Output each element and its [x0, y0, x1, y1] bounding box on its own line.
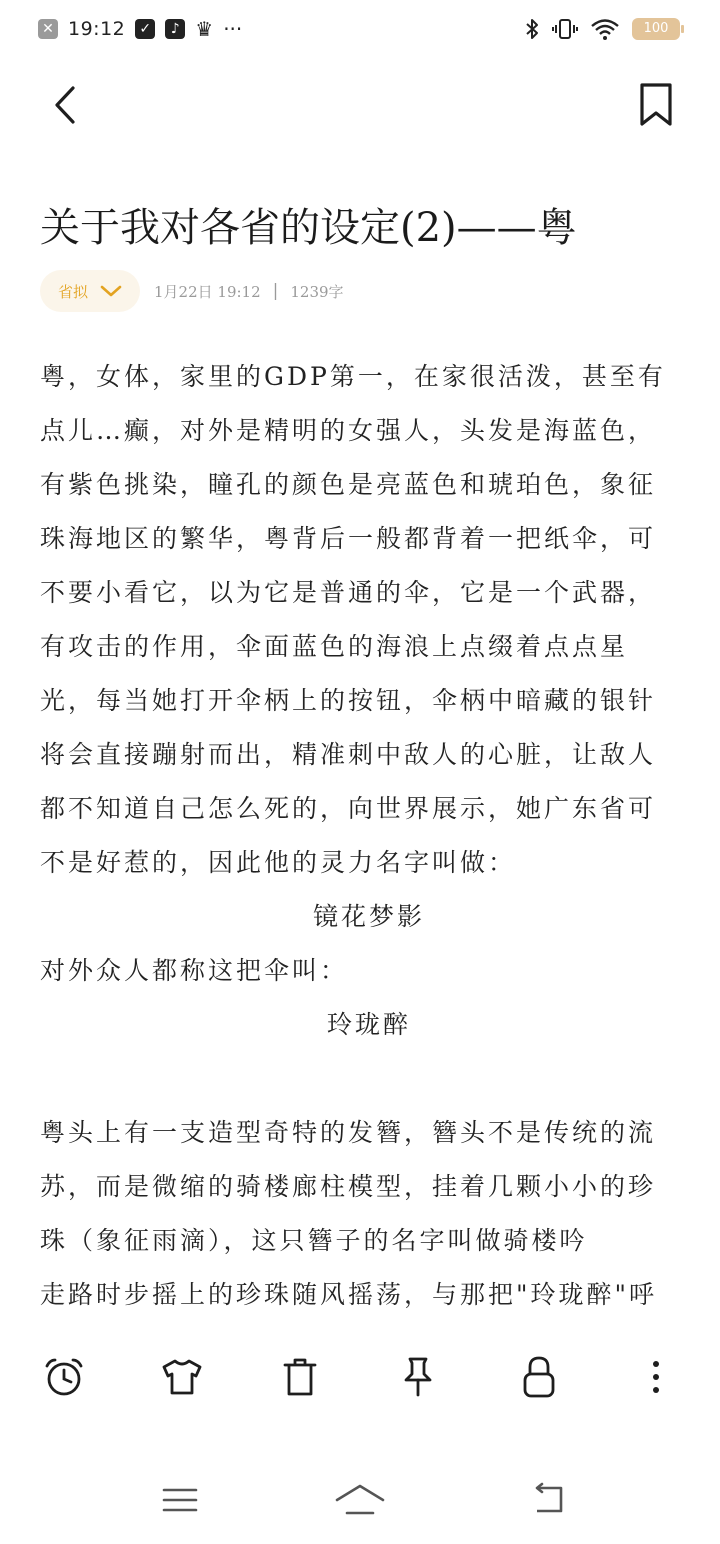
nav-home-button[interactable] — [333, 1480, 387, 1520]
note-title[interactable]: 关于我对各省的设定(2)——粤 — [40, 205, 577, 251]
word-count: 1239字 — [290, 282, 344, 301]
more-options-button[interactable] — [633, 1354, 679, 1400]
back-icon — [527, 1482, 571, 1518]
system-nav-bar — [0, 1440, 720, 1544]
crown-icon: ♛ — [195, 17, 214, 41]
more-vertical-icon — [646, 1355, 666, 1399]
vibrate-icon — [552, 17, 578, 41]
lock-button[interactable] — [516, 1354, 562, 1400]
delete-button[interactable] — [277, 1354, 323, 1400]
status-bar-left — [38, 14, 242, 44]
menu-icon — [160, 1484, 200, 1516]
spirit-power-name: 镜花梦影 — [312, 902, 425, 931]
pin-icon — [398, 1355, 438, 1399]
check-box-icon: ✓ — [135, 19, 155, 39]
alarm-clock-icon — [42, 1355, 86, 1399]
bookmark-button[interactable] — [628, 80, 684, 130]
battery-icon: 100 — [632, 18, 680, 40]
note-date: 1月22日 19:12 — [154, 282, 261, 301]
paragraph: 走路时步摇上的珍珠随风摇荡，与那把"玲珑醉"呼 — [40, 1280, 657, 1309]
nav-menu-button[interactable] — [153, 1480, 207, 1520]
blank-line — [40, 1052, 680, 1106]
bluetooth-icon — [524, 17, 540, 41]
note-meta — [40, 270, 344, 312]
category-label: 省拟 — [57, 282, 88, 301]
paragraph: 粤，女体，家里的GDP第一，在家很活泼，甚至有点儿…癫，对外是精明的女强人，头发是海蓝色，有紫色挑染，瞳孔的颜色是亮蓝色和琥珀色，象征珠海地区的繁华，粤背后一般都背着一把纸伞，可不要小看它，以为它是普通的伞，它是一个武器，有攻击的作用，伞面蓝色的海浪上点缀着点点星光，每当她打开伞柄上的按钮，伞柄中暗藏的银针将会直接蹦射而出，精准刺中敌人的心脏，让敌人都不知道自己怎么死的，向世界展示，她广东省可不是好惹的，因此他的灵力名字叫做： — [40, 362, 666, 877]
chevron-left-icon — [40, 80, 90, 130]
paragraph: 对外众人都称这把伞叫： — [40, 956, 349, 985]
bookmark-icon — [628, 80, 684, 130]
note-body[interactable] — [40, 350, 680, 1330]
t-shirt-icon — [159, 1355, 205, 1399]
status-bar — [0, 0, 720, 58]
paragraph: 粤头上有一支造型奇特的发簪，簪头不是传统的流苏，而是微缩的骑楼廊柱模型，挂着几颗小小的珍珠（象征雨滴），这只簪子的名字叫做骑楼吟 — [40, 1118, 657, 1255]
status-time: 19:12 — [68, 18, 126, 40]
back-button[interactable] — [40, 80, 90, 130]
home-icon — [333, 1482, 387, 1518]
reminder-button[interactable] — [41, 1354, 87, 1400]
chevron-down-icon — [100, 284, 122, 298]
wifi-icon — [590, 17, 620, 41]
pin-button[interactable] — [395, 1354, 441, 1400]
category-dropdown[interactable] — [40, 270, 140, 312]
meta-separator: | — [272, 281, 279, 301]
more-dots-icon: ··· — [223, 17, 243, 41]
theme-button[interactable] — [159, 1354, 205, 1400]
close-box-icon: ✕ — [38, 19, 58, 39]
lock-icon — [519, 1354, 559, 1400]
nav-back-button[interactable] — [522, 1480, 576, 1520]
umbrella-name: 玲珑醉 — [326, 1010, 411, 1039]
bottom-toolbar — [0, 1330, 720, 1440]
tiktok-icon: ♪ — [165, 19, 185, 39]
status-bar-right — [524, 14, 680, 44]
trash-icon — [280, 1355, 320, 1399]
